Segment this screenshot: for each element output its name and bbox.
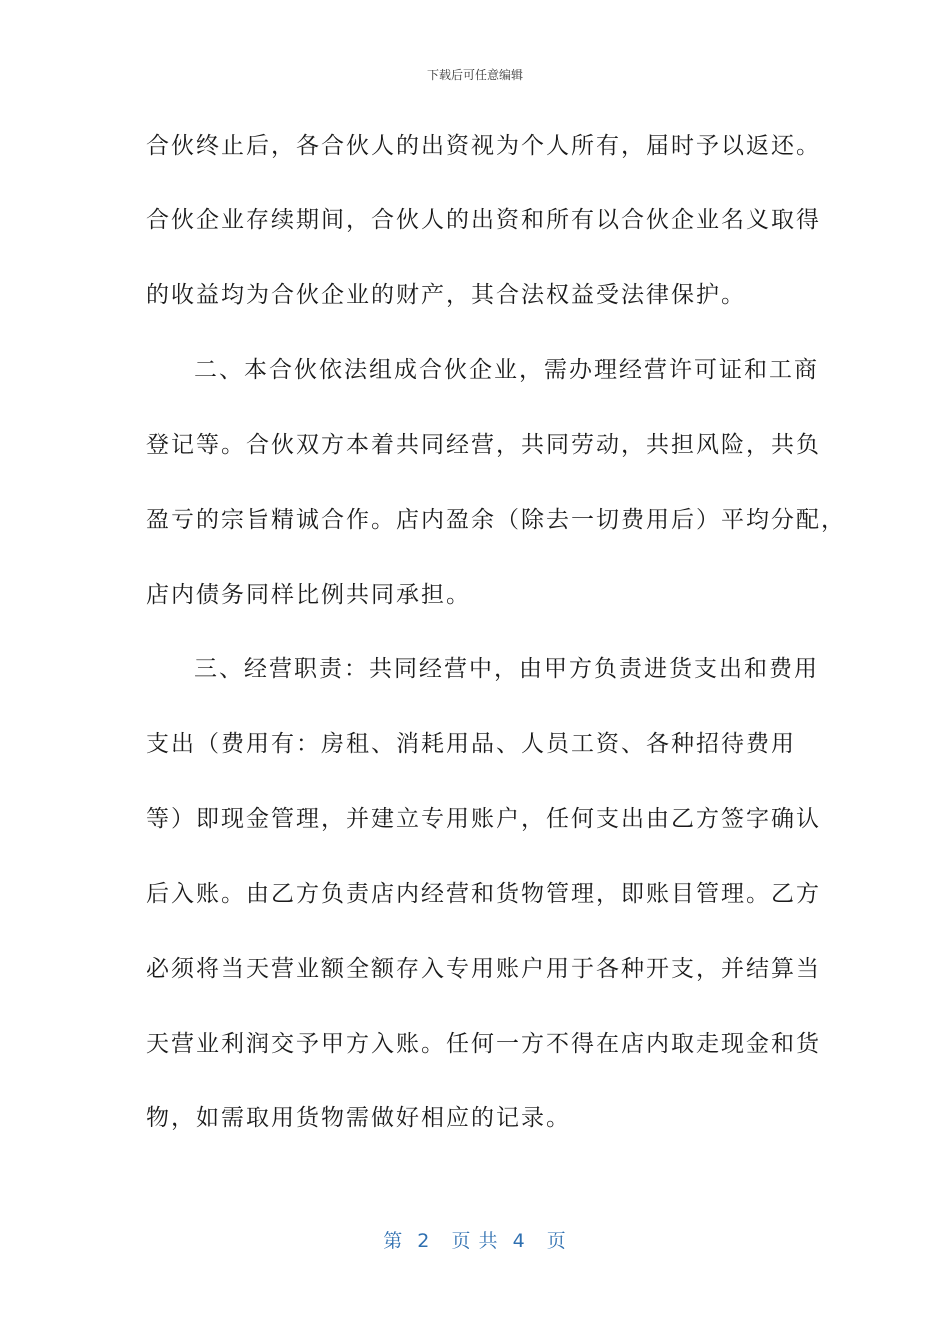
text-line: 等）即现金管理，并建立专用账户，任何支出由乙方签字确认: [146, 806, 821, 832]
text-line: 必须将当天营业额全额存入专用账户用于各种开支，并结算当: [146, 956, 821, 982]
header-note: 下载后可任意编辑: [426, 68, 523, 82]
text-line: 合伙终止后，各合伙人的出资视为个人所有，届时予以返还。: [146, 133, 821, 159]
text-line: 的收益均为合伙企业的财产，其合法权益受法律保护。: [146, 282, 746, 308]
text-line: 支出（费用有：房租、消耗用品、人员工资、各种招待费用: [146, 731, 796, 757]
text-line: 店内债务同样比例共同承担。: [146, 582, 471, 608]
text-line: 物，如需取用货物需做好相应的记录。: [146, 1105, 571, 1131]
text-line: 登记等。合伙双方本着共同经营，共同劳动，共担风险，共负: [146, 432, 821, 458]
page-number-footer: 第 2 页 共 4 页: [383, 1230, 567, 1252]
text-line: 天营业利润交予甲方入账。任何一方不得在店内取走现金和货: [146, 1031, 821, 1057]
text-line: 二、本合伙依法组成合伙企业，需办理经营许可证和工商: [194, 357, 819, 383]
text-line: 三、经营职责：共同经营中，由甲方负责进货支出和费用: [194, 656, 819, 682]
text-line: 合伙企业存续期间，合伙人的出资和所有以合伙企业名义取得: [146, 207, 821, 233]
text-line: 后入账。由乙方负责店内经营和货物管理，即账目管理。乙方: [146, 881, 821, 907]
text-line: 盈亏的宗旨精诚合作。店内盈余（除去一切费用后）平均分配，: [146, 507, 846, 533]
